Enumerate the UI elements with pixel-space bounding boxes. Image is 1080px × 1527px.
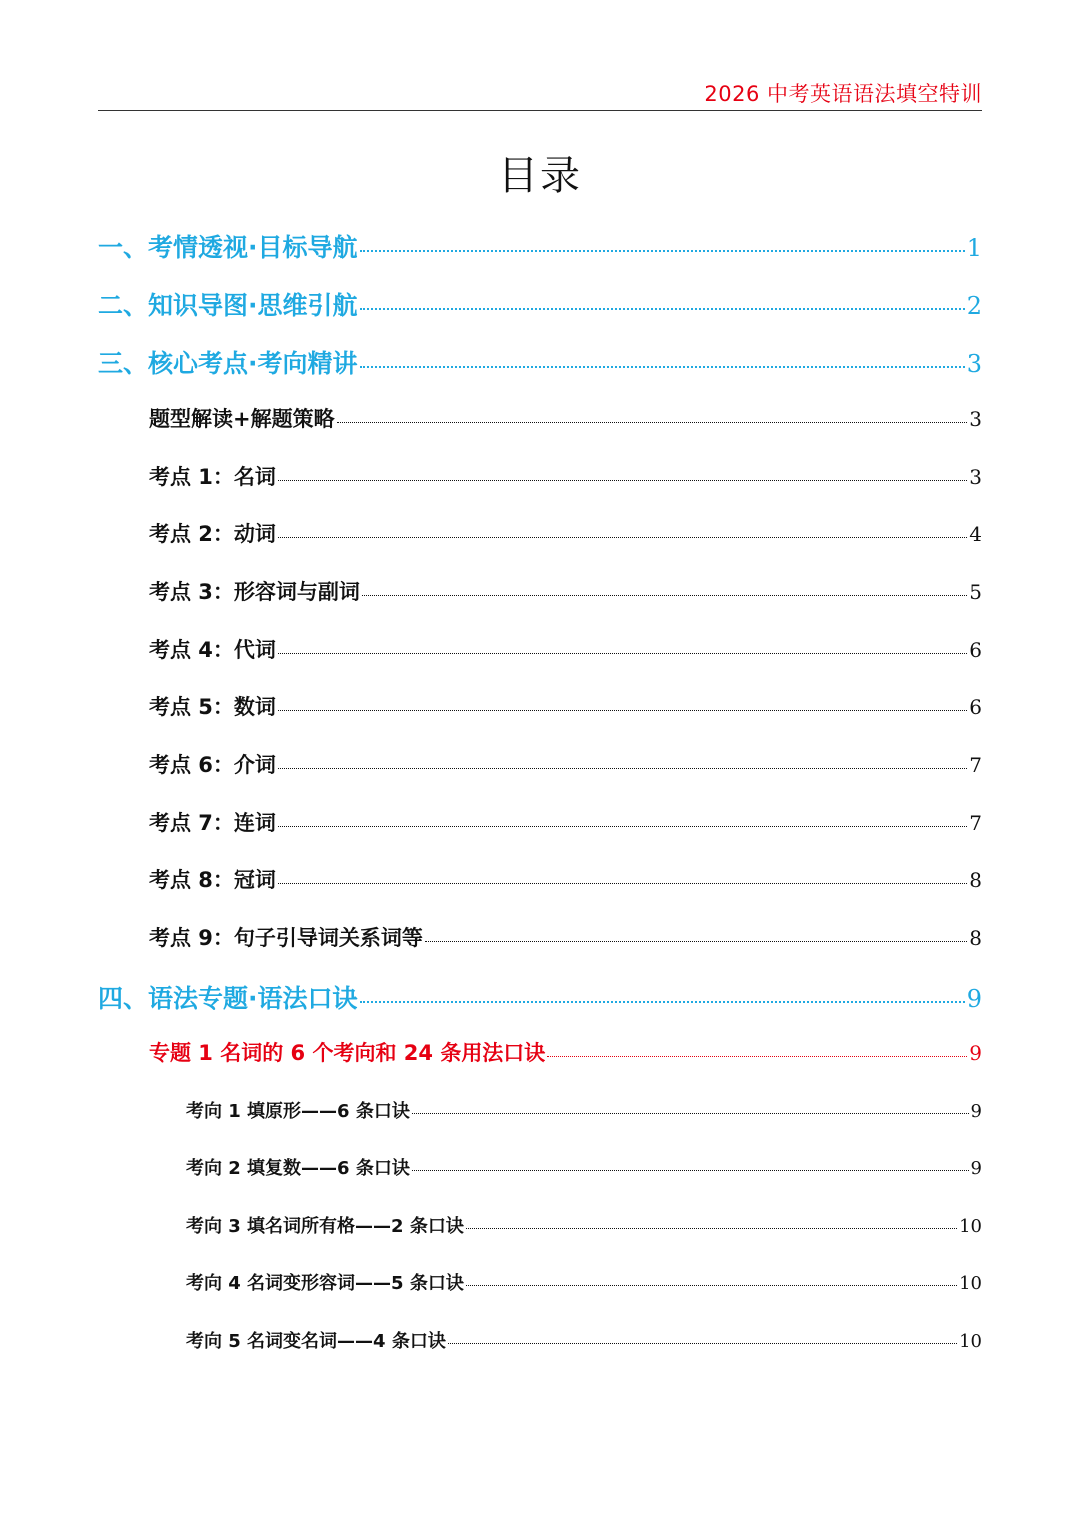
toc-entry[interactable] (149, 634, 982, 664)
toc-entry[interactable] (98, 344, 982, 380)
toc-entry-page: 9 (969, 1041, 982, 1065)
toc-entry-label: 考向 4 名词变形容词——5 条口诀 (186, 1273, 464, 1294)
toc-entry-label: 二、知识导图·思维引航 (98, 291, 358, 320)
toc-entry-label: 考点 4：代词 (149, 638, 276, 662)
toc-entry[interactable] (186, 1327, 982, 1353)
toc-entry-label: 考点 5：数词 (149, 695, 276, 719)
toc-leader (278, 826, 967, 827)
toc-entry-page: 3 (966, 350, 982, 378)
toc-entry-page: 4 (969, 522, 982, 546)
toc-entry-label: 专题 1 名词的 6 个考向和 24 条用法口诀 (149, 1041, 546, 1065)
toc-entry-label: 考向 2 填复数——6 条口诀 (186, 1158, 410, 1179)
toc-entry[interactable] (149, 864, 982, 894)
toc-entry-page: 2 (966, 292, 982, 320)
toc-entry-page: 10 (959, 1216, 982, 1237)
toc-entry[interactable] (186, 1269, 982, 1295)
toc-entry[interactable] (149, 576, 982, 606)
toc-entry-page: 10 (959, 1331, 982, 1352)
toc-entry[interactable] (149, 691, 982, 721)
toc-entry-page: 10 (959, 1273, 982, 1294)
toc-leader (360, 308, 965, 310)
toc-entry[interactable] (149, 1037, 982, 1067)
toc-entry-label: 考点 1：名词 (149, 465, 276, 489)
toc-leader (278, 768, 967, 769)
toc-leader (412, 1113, 969, 1114)
toc-leader (362, 595, 967, 596)
toc-leader (360, 1001, 965, 1003)
toc-leader (278, 653, 967, 654)
toc-entry[interactable] (98, 286, 982, 322)
toc-entry-label: 一、考情透视·目标导航 (98, 233, 358, 262)
toc-entry[interactable] (186, 1154, 982, 1180)
toc-leader (278, 480, 967, 481)
toc-entry-page: 8 (969, 926, 982, 950)
toc-entry-label: 考点 6：介词 (149, 753, 276, 777)
toc-entry[interactable] (98, 228, 982, 264)
toc-leader (360, 366, 965, 368)
toc-leader (466, 1285, 957, 1286)
toc-entry-page: 7 (969, 753, 982, 777)
toc-entry-label: 四、语法专题·语法口诀 (98, 984, 358, 1013)
toc-entry-label: 考点 8：冠词 (149, 868, 276, 892)
toc-leader (412, 1170, 969, 1171)
toc-entry-page: 6 (969, 695, 982, 719)
header-title: 2026 中考英语语法填空特训 (704, 82, 982, 106)
toc-leader (547, 1056, 967, 1057)
toc-entry-page: 8 (969, 868, 982, 892)
toc-entry-page: 9 (970, 1101, 982, 1122)
toc-entry-label: 考向 1 填原形——6 条口诀 (186, 1101, 410, 1122)
toc-entry[interactable] (186, 1097, 982, 1123)
toc-entry-page: 6 (969, 638, 982, 662)
toc-entry-label: 考点 3：形容词与副词 (149, 580, 360, 604)
toc-leader (337, 422, 968, 423)
toc-entry-page: 9 (970, 1158, 982, 1179)
toc-entry[interactable] (149, 922, 982, 952)
toc-entry-label: 考点 9：句子引导词关系词等 (149, 926, 423, 950)
toc-leader (360, 250, 965, 252)
toc-leader (448, 1343, 957, 1344)
toc-entry-page: 3 (969, 407, 982, 431)
toc-entry-label: 考向 3 填名词所有格——2 条口诀 (186, 1216, 464, 1237)
toc-entry[interactable] (149, 518, 982, 548)
toc-entry-page: 7 (969, 811, 982, 835)
toc-entry[interactable] (149, 749, 982, 779)
toc-entry[interactable] (149, 807, 982, 837)
toc-leader (466, 1228, 957, 1229)
toc-leader (278, 883, 967, 884)
toc-entry-page: 1 (966, 234, 982, 262)
toc-entry[interactable] (149, 461, 982, 491)
toc-entry-page: 9 (966, 985, 982, 1013)
toc-entry-label: 考向 5 名词变名词——4 条口诀 (186, 1331, 446, 1352)
toc-entry[interactable] (186, 1212, 982, 1238)
toc-entry-label: 考点 2：动词 (149, 522, 276, 546)
toc-entry-label: 考点 7：连词 (149, 811, 276, 835)
toc-entry[interactable] (98, 979, 982, 1015)
toc-leader (425, 941, 967, 942)
page-title: 目录 (498, 153, 582, 199)
toc-leader (278, 537, 967, 538)
toc-entry-label: 三、核心考点·考向精讲 (98, 349, 358, 378)
toc-leader (278, 710, 967, 711)
toc-entry-label: 题型解读+解题策略 (149, 407, 335, 431)
toc-entry[interactable] (149, 403, 982, 433)
toc-entry-page: 3 (969, 465, 982, 489)
toc-entry-page: 5 (969, 580, 982, 604)
